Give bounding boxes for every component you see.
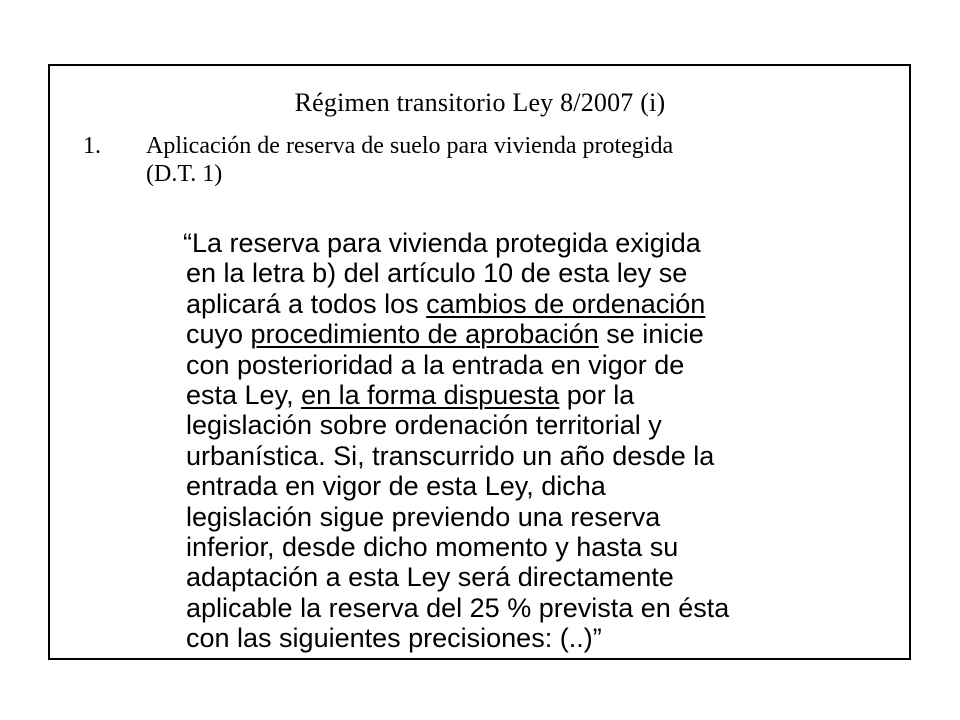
list-item-number: 1.	[83, 133, 101, 159]
quote-line: adaptación a esta Ley será directamente	[186, 562, 674, 593]
quote-line: legislación sigue previendo una reserva	[186, 501, 661, 532]
quote-line: “La reserva para vivienda protegida exigida	[183, 228, 701, 258]
underlined-phrase: procedimiento de aprobación	[250, 319, 599, 350]
quote-line	[186, 380, 926, 410]
quote-line: con las siguientes precisiones: (..)”	[186, 623, 602, 654]
list-item-text-line-2: (D.T. 1)	[146, 161, 223, 187]
list-item-text-line-1: Aplicación de reserva de suelo para vivienda protegida	[146, 133, 674, 159]
slide-title: Régimen transitorio Ley 8/2007 (i)	[294, 88, 666, 117]
quote-line-text: esta Ley,	[186, 379, 302, 410]
quote-line-tail: por la	[559, 379, 635, 410]
quote-line	[186, 319, 926, 349]
underlined-phrase: en la forma dispuesta	[301, 379, 560, 410]
underlined-phrase: cambios de ordenación	[426, 288, 706, 319]
quote-line: legislación sobre ordenación territorial y	[186, 410, 662, 441]
quote-line	[186, 289, 926, 319]
quote-line: inferior, desde dicho momento y hasta su	[186, 531, 679, 562]
quote-line-text: aplicará a todos los	[186, 288, 427, 319]
legal-quote	[183, 228, 926, 654]
quote-line-tail: se inicie	[598, 319, 704, 350]
quote-line: en la letra b) del artículo 10 de esta ley se	[186, 258, 688, 289]
quote-line: urbanística. Si, transcurrido un año desde la	[186, 440, 715, 471]
quote-line-text: cuyo	[186, 319, 251, 350]
quote-line: entrada en vigor de esta Ley, dicha	[186, 471, 606, 502]
list-item-text	[146, 132, 886, 188]
quote-line: con posterioridad a la entrada en vigor de	[186, 349, 685, 380]
quote-line: aplicable la reserva del 25 % prevista en ésta	[186, 592, 730, 623]
